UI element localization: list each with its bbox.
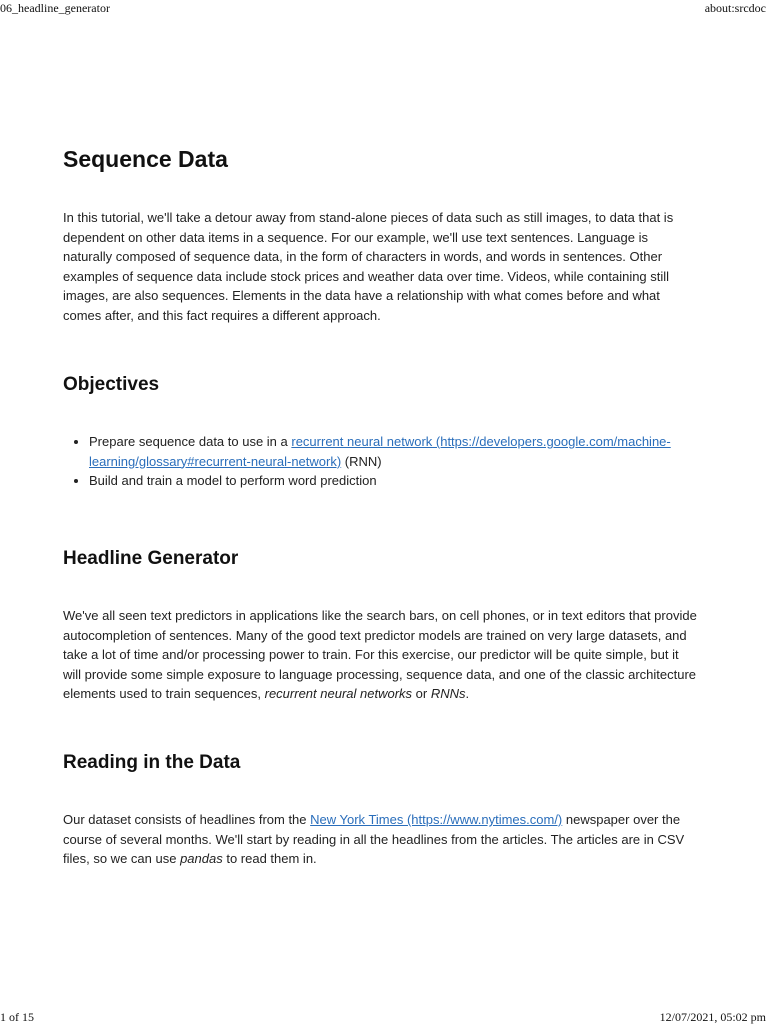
reading-data-middle: newspaper over the course of several months. We'll start by reading in all the headlines from the articles. The articles are in CSV files, so we can use (63, 812, 685, 866)
page-counter: 1 of 15 (0, 1010, 34, 1024)
objective-1-prefix: Prepare sequence data to use in a (89, 434, 292, 449)
emphasis-recurrent-neural-networks: recurrent neural networks (264, 686, 413, 701)
nytimes-link[interactable]: New York Times (https://www.nytimes.com/) (310, 812, 563, 827)
print-header-title: 06_headline_generator (0, 1, 110, 15)
paragraph-reading-data (63, 810, 698, 869)
objectives-list-item (89, 432, 709, 471)
heading-sequence-data: Sequence Data (63, 146, 228, 172)
objective-1-suffix: (RNN) (341, 453, 382, 469)
rnn-glossary-link[interactable]: recurrent neural network (https://developers.google.com/machine-learning/glossary#recurrent-neural-network) (89, 434, 671, 469)
objectives-list (63, 432, 709, 491)
emphasis-pandas: pandas (180, 851, 223, 866)
objectives-list-item (89, 471, 709, 491)
heading-objectives: Objectives (63, 374, 160, 395)
print-datetime: 12/07/2021, 05:02 pm (659, 1010, 766, 1024)
reading-data-prefix: Our dataset consists of headlines from the (63, 812, 311, 827)
heading-reading-data: Reading in the Data (63, 752, 241, 773)
connector-text: or (412, 686, 431, 701)
reading-data-suffix: to read them in. (222, 851, 317, 866)
paragraph-headline-generator (63, 606, 698, 704)
heading-headline-generator: Headline Generator (63, 548, 239, 569)
headline-generator-text: We've all seen text predictors in applications like the search bars, on cell phones, or in text editors that provide autocompletion of sentences. Many of the good text predictor models are trained on very large datasets, and take a lot of time and/or processing power to train. For this exercise, our predictor will be quite simple, but it will provide some simple exposure to language processing, sequence data, and one of the classic architecture elements used to train sequences, (63, 608, 697, 701)
objective-2-text: Build and train a model to perform word prediction (89, 473, 377, 488)
period-text: . (465, 686, 470, 701)
emphasis-rnns: RNNs (430, 686, 466, 701)
print-header-url: about:srcdoc (704, 1, 766, 15)
paragraph-sequence-data: In this tutorial, we'll take a detour away from stand-alone pieces of data such as still images, to data that is dependent on other data items in a sequence. For our example, we'll use text sentences. Language is naturally composed of sequence data, in the form of characters in words, and words in sentences. Other examples of sequence data include stock prices and weather data over time. Videos, while containing still images, are also sequences. Elements in the data have a relationship with what comes before and what comes after, and this fact requires a different approach. (63, 210, 674, 323)
